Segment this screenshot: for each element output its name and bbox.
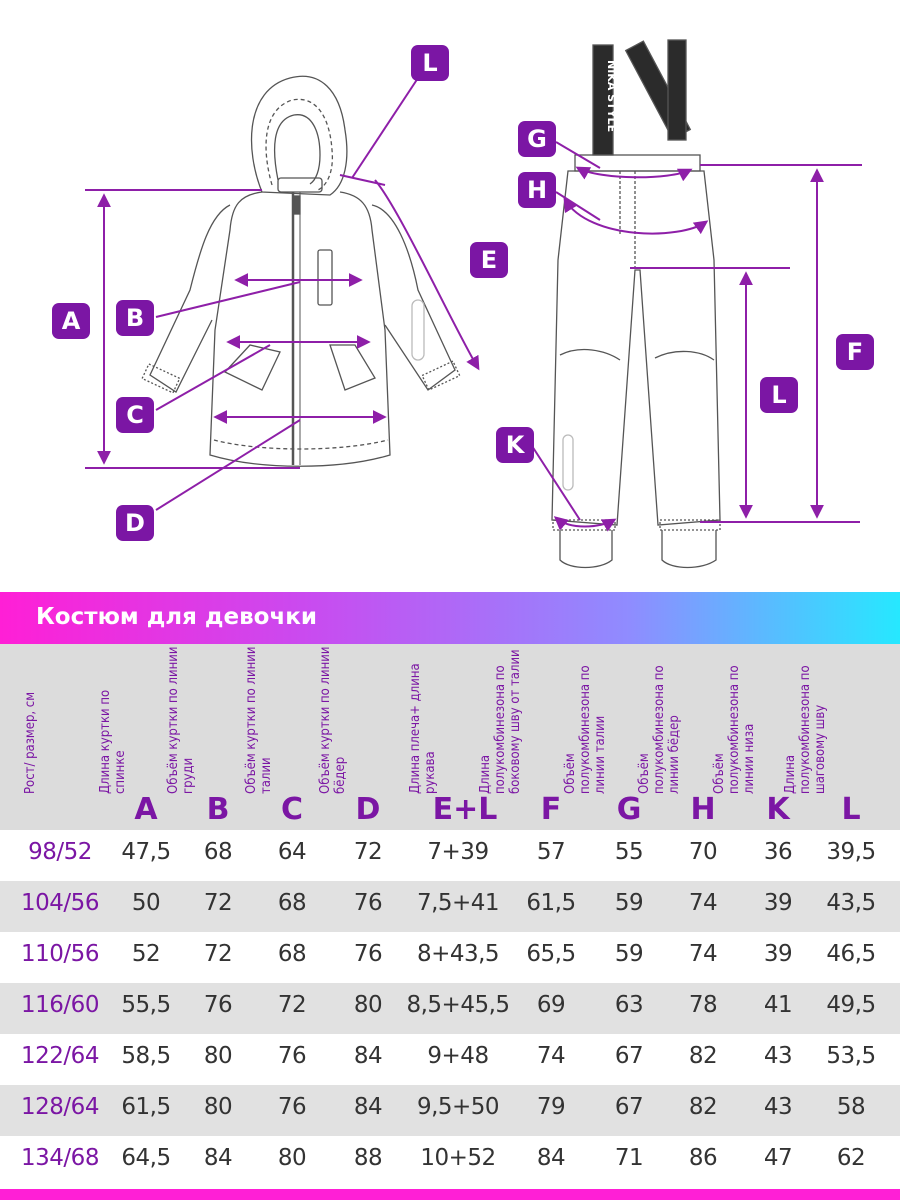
measure-cell: 39 — [763, 890, 793, 916]
measure-cell: 70 — [688, 839, 718, 865]
banner-title: Костюм для девочки — [36, 604, 317, 630]
overalls-sketch — [552, 40, 720, 568]
bottom-accent-bar — [0, 1189, 900, 1200]
col-label-f: Длина полукомбинезона по боковому шву от талии — [478, 649, 523, 794]
marker-l-jacket: L — [411, 45, 449, 81]
measure-cell: 7+39 — [427, 839, 489, 865]
measure-cell: 84 — [353, 1094, 383, 1120]
measure-cell: 55,5 — [121, 992, 171, 1018]
col-label-h: Объём полукомбинезона по линии бёдер — [637, 665, 682, 794]
table-row — [0, 1085, 900, 1136]
measure-cell: 68 — [277, 941, 307, 967]
measure-cell: 63 — [614, 992, 644, 1018]
measure-cell: 76 — [277, 1043, 307, 1069]
size-cell: 116/60 — [21, 992, 99, 1018]
measure-cell: 80 — [203, 1094, 233, 1120]
measure-cell: 76 — [203, 992, 233, 1018]
measure-cell: 80 — [353, 992, 383, 1018]
size-cell: 128/64 — [21, 1094, 99, 1120]
col-letter-l: L — [841, 792, 861, 827]
table-row — [0, 983, 900, 1034]
measure-cell: 86 — [688, 1145, 718, 1171]
measure-cell: 76 — [353, 890, 383, 916]
col-letter-k: K — [766, 792, 790, 827]
col-label-g: Объём полукомбинезона по линии талии — [563, 665, 608, 794]
measure-cell: 43,5 — [826, 890, 876, 916]
marker-c: C — [116, 397, 154, 433]
measure-cell: 69 — [536, 992, 566, 1018]
measure-cell: 43 — [763, 1094, 793, 1120]
measure-cell: 72 — [277, 992, 307, 1018]
measure-cell: 61,5 — [121, 1094, 171, 1120]
garment-sketch — [0, 0, 900, 590]
col-label-k: Объём полукомбинезона по линии низа — [712, 665, 757, 794]
measure-cell: 74 — [688, 941, 718, 967]
measure-cell: 84 — [203, 1145, 233, 1171]
measure-cell: 71 — [614, 1145, 644, 1171]
size-table — [0, 644, 900, 1189]
size-cell: 122/64 — [21, 1043, 99, 1069]
measure-cell: 74 — [536, 1043, 566, 1069]
table-row — [0, 1136, 900, 1187]
col-label-el: Длина плеча+ длина рукава — [408, 663, 438, 794]
measure-cell: 61,5 — [526, 890, 576, 916]
col-letter-b: B — [206, 792, 230, 827]
col-label-size: Рост/ размер, см — [23, 691, 38, 794]
measure-cell: 47,5 — [121, 839, 171, 865]
col-letter-d: D — [355, 792, 381, 827]
marker-k: K — [496, 427, 534, 463]
measure-cell: 68 — [277, 890, 307, 916]
measure-cell: 39 — [763, 941, 793, 967]
measure-cell: 76 — [353, 941, 383, 967]
suspender-text-left: NIKA STYLE — [605, 60, 618, 133]
measure-cell: 41 — [763, 992, 793, 1018]
measure-cell: 79 — [536, 1094, 566, 1120]
col-label-d: Объём куртки по линии бёдер — [318, 646, 348, 794]
marker-f: F — [836, 334, 874, 370]
title-banner — [0, 592, 900, 644]
marker-l-overalls: L — [760, 377, 798, 413]
col-label-a: Длина куртки по спинке — [98, 689, 128, 794]
marker-a: A — [52, 303, 90, 339]
measure-cell: 49,5 — [826, 992, 876, 1018]
col-letter-f: F — [540, 792, 562, 827]
measure-cell: 64 — [277, 839, 307, 865]
measure-cell: 74 — [688, 890, 718, 916]
jacket-sketch — [142, 76, 460, 466]
size-cell: 104/56 — [21, 890, 99, 916]
measure-cell: 36 — [763, 839, 793, 865]
table-row — [0, 1034, 900, 1085]
col-label-b: Объём куртки по линии груди — [166, 646, 196, 794]
measure-cell: 58 — [836, 1094, 866, 1120]
col-label-l: Длина полукомбинезона по шаговому шву — [783, 665, 828, 794]
measure-cell: 72 — [203, 890, 233, 916]
measure-cell: 82 — [688, 1043, 718, 1069]
col-letter-c: C — [280, 792, 304, 827]
measure-cell: 59 — [614, 941, 644, 967]
measure-cell: 52 — [131, 941, 161, 967]
measure-cell: 46,5 — [826, 941, 876, 967]
marker-b: B — [116, 300, 154, 336]
measure-cell: 67 — [614, 1043, 644, 1069]
measure-cell: 43 — [763, 1043, 793, 1069]
col-label-c: Объём куртки по линии талии — [244, 646, 274, 794]
measure-cell: 72 — [203, 941, 233, 967]
table-row — [0, 881, 900, 932]
measure-cell: 65,5 — [526, 941, 576, 967]
table-row — [0, 830, 900, 881]
measure-cell: 88 — [353, 1145, 383, 1171]
measure-cell: 72 — [353, 839, 383, 865]
measure-cell: 76 — [277, 1094, 307, 1120]
col-letter-h: H — [690, 792, 716, 827]
measure-cell: 62 — [836, 1145, 866, 1171]
measure-cell: 53,5 — [826, 1043, 876, 1069]
measure-cell: 67 — [614, 1094, 644, 1120]
measure-cell: 84 — [353, 1043, 383, 1069]
measure-cell: 55 — [614, 839, 644, 865]
measure-cell: 82 — [688, 1094, 718, 1120]
marker-d: D — [116, 505, 154, 541]
measure-cell: 10+52 — [420, 1145, 496, 1171]
measure-cell: 47 — [763, 1145, 793, 1171]
col-letter-g: G — [616, 792, 642, 827]
marker-e: E — [470, 242, 508, 278]
measure-cell: 59 — [614, 890, 644, 916]
measure-cell: 64,5 — [121, 1145, 171, 1171]
measure-cell: 78 — [688, 992, 718, 1018]
measure-cell: 39,5 — [826, 839, 876, 865]
marker-g: G — [518, 121, 556, 157]
col-letter-a: A — [134, 792, 158, 827]
size-cell: 134/68 — [21, 1145, 99, 1171]
measure-cell: 9,5+50 — [416, 1094, 500, 1120]
measure-cell: 9+48 — [427, 1043, 489, 1069]
table-row — [0, 932, 900, 983]
measure-cell: 8,5+45,5 — [406, 992, 510, 1018]
measure-cell: 68 — [203, 839, 233, 865]
measure-cell: 80 — [277, 1145, 307, 1171]
measure-cell: 8+43,5 — [416, 941, 500, 967]
measure-cell: 84 — [536, 1145, 566, 1171]
col-letter-el: E+L — [432, 792, 498, 827]
size-cell: 98/52 — [28, 839, 92, 865]
measure-cell: 80 — [203, 1043, 233, 1069]
jacket-measure-lines — [85, 78, 478, 510]
marker-h: H — [518, 172, 556, 208]
overalls-measure-lines — [532, 142, 862, 527]
measure-cell: 7,5+41 — [416, 890, 500, 916]
measure-cell: 50 — [131, 890, 161, 916]
measure-cell: 57 — [536, 839, 566, 865]
size-cell: 110/56 — [21, 941, 99, 967]
measure-cell: 58,5 — [121, 1043, 171, 1069]
garment-diagram — [0, 0, 900, 590]
